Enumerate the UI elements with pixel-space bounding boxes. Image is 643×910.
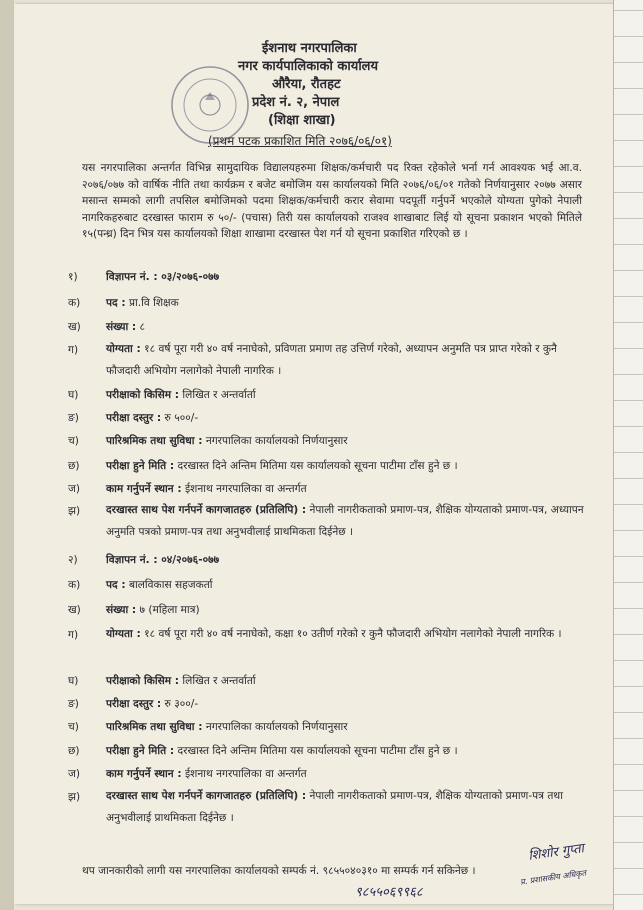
ad1-mark-g: छ) xyxy=(68,460,80,472)
ruled-line xyxy=(614,478,643,479)
ad2-post-value: बालविकास सहजकर्ता xyxy=(128,579,213,591)
ad2-count xyxy=(106,603,200,617)
ruled-line xyxy=(614,582,643,583)
ad2-post xyxy=(106,578,213,592)
ruled-line xyxy=(614,426,643,427)
ruled-line xyxy=(614,686,643,687)
ad1-salary xyxy=(106,434,348,448)
ad1-exam-type-value: लिखित र अन्तर्वार्ता xyxy=(182,389,256,401)
header-address: औरैया, रौतहट xyxy=(272,77,341,92)
ad1-mark-f: च) xyxy=(68,435,79,447)
ad2-workplace xyxy=(106,767,307,781)
ad2-number: २) xyxy=(68,554,78,566)
ad1-exam-fee-label: परीक्षा दस्तुर : xyxy=(106,412,162,424)
header-office: नगर कार्यपालिकाको कार्यालय xyxy=(238,59,379,74)
ruled-line xyxy=(614,894,643,895)
ad1-workplace-value: ईशनाथ नगरपालिका वा अन्तर्गत xyxy=(184,483,307,495)
handwritten-phone: ९८५५०६९९६८ xyxy=(355,885,423,900)
ad1-exam-date xyxy=(106,459,458,473)
ad1-qualification-value: १८ वर्ष पूरा गरी ४० वर्ष ननाघेको, प्रविणता प्रमाण तह उत्तिर्ण गरेको, अध्यापन अनुमति पत्र प्राप्त गरेको र कुनै फौजदारी अभियोग नलागेको नेपाली नागरिक । xyxy=(106,343,557,377)
ruled-line xyxy=(614,452,643,453)
ruled-line xyxy=(614,842,643,843)
ruled-line xyxy=(614,660,643,661)
header-province: प्रदेश नं. २, नेपाल xyxy=(252,95,340,110)
header-municipality: ईशनाथ नगरपालिका xyxy=(262,41,357,56)
ad1-count xyxy=(106,320,145,334)
ad2-count-value: ७ (महिला मात्र) xyxy=(139,604,200,616)
ad2-mark-e: ङ) xyxy=(68,698,79,710)
ad1-exam-date-value: दरखास्त दिने अन्तिम मितिमा यस कार्यालयको सूचना पाटीमा टाँस हुने छ । xyxy=(177,460,458,472)
ad1-documents-label: दरखास्त साथ पेश गर्नपर्ने कागजातहरु (प्रतिलिपि) : xyxy=(106,504,307,516)
ruled-line xyxy=(614,244,643,245)
ad1-exam-fee xyxy=(106,411,198,425)
ruled-line xyxy=(614,634,643,635)
ad2-count-label: संख्या : xyxy=(106,604,137,616)
ad2-workplace-value: ईशनाथ नगरपालिका वा अन्तर्गत xyxy=(184,768,307,780)
ad2-salary-label: पारिश्रमिक तथा सुविधा : xyxy=(106,721,203,733)
ad2-exam-type-value: लिखित र अन्तर्वार्ता xyxy=(182,675,256,687)
ad2-documents-value: नेपाली नागरीकताको प्रमाण-पत्र, शैक्षिक योग्यताको प्रमाण-पत्र तथा अनुभवीलाई प्राथमिकता दिईनेछ । xyxy=(106,790,563,824)
ruled-line xyxy=(614,556,643,557)
ad1-post xyxy=(106,296,179,310)
ad2-title: विज्ञापन नं. : ०४/२०७६-०७७ xyxy=(106,554,220,566)
ad2-mark-a: क) xyxy=(68,579,81,591)
ruled-line xyxy=(614,764,643,765)
ad1-mark-e: ङ) xyxy=(68,412,79,424)
ad2-exam-date-label: परीक्षा हुने मिति : xyxy=(106,745,175,757)
ad1-qualification-label: योग्यता : xyxy=(106,343,141,355)
ruled-line xyxy=(614,400,643,401)
ad1-mark-i: झ) xyxy=(68,505,81,517)
ruled-line xyxy=(614,166,643,167)
ad2-exam-date xyxy=(106,744,458,758)
ad1-salary-value: नगरपालिका कार्यालयको निर्णयानुसार xyxy=(205,435,348,447)
ruled-line xyxy=(614,192,643,193)
ruled-line xyxy=(614,738,643,739)
header-section: (शिक्षा शाखा) xyxy=(268,113,336,128)
ruled-line xyxy=(614,10,643,11)
ruled-page-edge xyxy=(613,0,643,910)
ad2-exam-fee xyxy=(106,697,198,711)
ad2-documents-label: दरखास्त साथ पेश गर्नपर्ने कागजातहरु (प्रतिलिपि) : xyxy=(106,790,307,802)
ruled-line xyxy=(614,790,643,791)
ruled-line xyxy=(614,140,643,141)
ad1-workplace xyxy=(106,482,307,496)
binding-edge xyxy=(0,0,14,910)
ad2-documents xyxy=(106,785,586,829)
ad2-post-label: पद : xyxy=(106,579,126,591)
ad2-qualification-label: योग्यता : xyxy=(106,628,141,640)
ad2-mark-c: ग) xyxy=(68,629,79,641)
ad2-mark-h: ज) xyxy=(68,768,80,780)
ad2-exam-date-value: दरखास्त दिने अन्तिम मितिमा यस कार्यालयको सूचना पाटीमा टाँस हुने छ । xyxy=(177,745,458,757)
ad2-exam-type xyxy=(106,674,256,688)
ruled-line xyxy=(614,62,643,63)
ad2-mark-i: झ) xyxy=(68,791,81,803)
intro-paragraph: यस नगरपालिका अन्तर्गत विभिन्न सामुदायिक विद्यालयहरुमा शिक्षक/कर्मचारी पद रिक्त रहेकोले भर्ना गर्न आवश्यक भई आ.व. २०७६/०७७ को वार्षिक नीति तथा कार्यक्रम र बजेट बमोजिम यस कार्यालयको मिति २०७६/०६/०१ गतेको निर्णयानुसार २०७७ असार मसान्त सम्मको लागी तपसिल बमोजिमको पदमा शिक्षक/कर्मचारी करार सेवामा पदपूर्ती गर्नुपर्ने भएकोले योग्यता पुगेको नेपाली नागरिकहरुबाट दरखास्त फाराम रु ५०/- (पचास) तिरी यस कार्यालयको राजश्व शाखाबाट लिई यो सूचना प्रकाशन भएको मितिले १५(पन्ध्र) दिन भित्र यस कार्यालयको शिक्षा शाखामा दरखास्त पेश गर्न यो सूचना प्रकाशित गरिएको छ । xyxy=(82,162,582,240)
ad1-salary-label: पारिश्रमिक तथा सुविधा : xyxy=(106,435,203,447)
ad2-qualification-value: १८ वर्ष पूरा गरी ४० वर्ष ननाघेको, कक्षा १० उतीर्ण गरेको र कुनै फौजदारी अभियोग नलागेको नेपाली नागरिक । xyxy=(144,628,562,640)
ruled-line xyxy=(614,608,643,609)
ad2-mark-b: ख) xyxy=(68,604,81,616)
ad2-salary-value: नगरपालिका कार्यालयको निर्णयानुसार xyxy=(205,721,348,733)
ad1-title: विज्ञापन नं. : ०३/२०७६-०७७ xyxy=(106,271,220,283)
handwritten-signature: शिशोर गुप्ता xyxy=(527,841,585,864)
ad2-exam-type-label: परीक्षाको किसिम : xyxy=(106,675,180,687)
ad1-post-value: प्रा.वि शिक्षक xyxy=(128,297,179,309)
ad1-number: १) xyxy=(68,271,78,283)
ruled-line xyxy=(614,36,643,37)
ruled-line xyxy=(614,114,643,115)
ad1-exam-fee-value: रु ५००/- xyxy=(164,412,199,424)
ad1-mark-c: ग) xyxy=(68,344,79,356)
ruled-line xyxy=(614,296,643,297)
ad1-exam-date-label: परीक्षा हुने मिति : xyxy=(106,460,175,472)
ad1-qualification xyxy=(106,338,586,382)
ruled-line xyxy=(614,218,643,219)
ad2-exam-fee-value: रु ३००/- xyxy=(164,698,199,710)
ad2-qualification xyxy=(106,623,586,645)
signature-title-stamp: प्र. प्रशासकीय अधिकृत xyxy=(519,868,587,887)
ruled-line xyxy=(614,348,643,349)
ruled-line xyxy=(614,322,643,323)
ruled-line xyxy=(614,816,643,817)
ad1-exam-type xyxy=(106,388,256,402)
ruled-line xyxy=(614,868,643,869)
ad1-mark-d: घ) xyxy=(68,389,79,401)
ad1-post-label: पद : xyxy=(106,297,126,309)
ad1-workplace-label: काम गर्नुपर्ने स्थान : xyxy=(106,483,182,495)
ad1-documents-value: नेपाली नागरीकताको प्रमाण-पत्र, शैक्षिक योग्यताको प्रमाण-पत्र, अध्यापन अनुमति पत्रको प्रमाण-पत्र तथा अनुभवीलाई प्राथमिकता दिईनेछ । xyxy=(106,504,584,538)
contact-footer: थप जानकारीको लागी यस नगरपालिका कार्यालयको सम्पर्क नं. ९८५५०४०३१० मा सम्पर्क गर्न सकिनेछ । xyxy=(82,865,476,877)
ad1-count-label: संख्या : xyxy=(106,321,137,333)
ad1-mark-h: ज) xyxy=(68,483,80,495)
ruled-line xyxy=(614,88,643,89)
ad1-mark-b: ख) xyxy=(68,321,81,333)
ad2-mark-d: घ) xyxy=(68,675,79,687)
ad2-exam-fee-label: परीक्षा दस्तुर : xyxy=(106,698,162,710)
ad2-mark-g: छ) xyxy=(68,745,80,757)
ad1-exam-type-label: परीक्षाको किसिम : xyxy=(106,389,180,401)
ad1-mark-a: क) xyxy=(68,297,81,309)
ruled-line xyxy=(614,504,643,505)
ruled-line xyxy=(614,270,643,271)
ad1-documents xyxy=(106,499,586,543)
ruled-line xyxy=(614,530,643,531)
ad2-mark-f: च) xyxy=(68,721,79,733)
ad2-workplace-label: काम गर्नुपर्ने स्थान : xyxy=(106,768,182,780)
ad1-count-value: ८ xyxy=(139,321,146,333)
notice-publish-date: (प्रथम पटक प्रकाशित मिति २०७६/०६/०१) xyxy=(208,134,392,148)
ruled-line xyxy=(614,712,643,713)
ad2-salary xyxy=(106,720,348,734)
ruled-line xyxy=(614,374,643,375)
